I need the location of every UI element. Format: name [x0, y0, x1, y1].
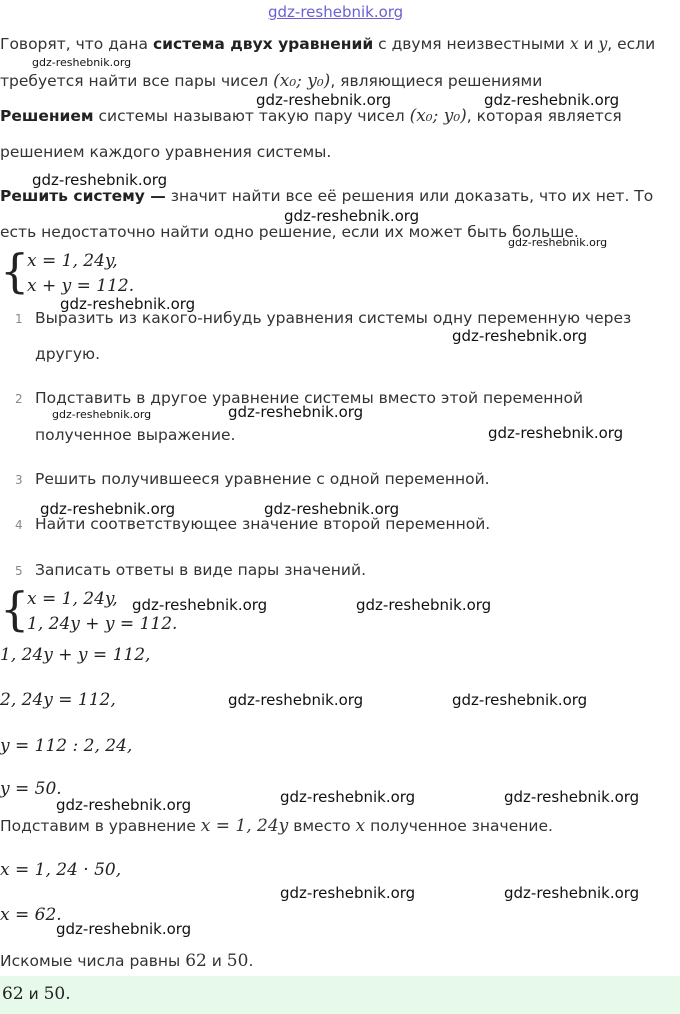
system2-eq2: 1, 24y + y = 112. — [27, 614, 178, 634]
answer-text: 62 и 50. — [2, 984, 71, 1004]
solution-step-3: y = 112 : 2, 24, — [0, 736, 133, 756]
watermark: gdz-reshebnik.org — [56, 796, 192, 814]
watermark: gdz-reshebnik.org — [60, 295, 196, 313]
system-brace: { — [0, 244, 30, 298]
watermark: gdz-reshebnik.org — [452, 691, 588, 709]
system1-eq1: x = 1, 24y, — [27, 251, 118, 271]
step-2-line2: полученное выражение. — [35, 426, 236, 444]
solution-step-5: x = 1, 24 · 50, — [0, 860, 122, 880]
watermark: gdz-reshebnik.org — [280, 788, 416, 806]
step-number: 1 — [15, 312, 23, 326]
intro-line-1: Говорят, что дана система двух уравнений с двумя неизвестными x и y, если — [0, 35, 656, 53]
step-5-line1: Записать ответы в виде пары значений. — [35, 561, 366, 579]
step-1-line2: другую. — [35, 345, 101, 363]
step-3-line1: Решить получившееся уравнение с одной переменной. — [35, 470, 490, 488]
substitution-text: Подставим в уравнение x = 1, 24y вместо x полученное значение. — [0, 816, 553, 836]
solution-step-1: 1, 24y + y = 112, — [0, 645, 151, 665]
intro-line-5: Решить систему — значит найти все её решения или доказать, что их нет. То — [0, 187, 654, 205]
watermark: gdz-reshebnik.org — [32, 56, 132, 69]
watermark: gdz-reshebnik.org — [264, 500, 400, 518]
watermark: gdz-reshebnik.org — [484, 91, 620, 109]
intro-line-3: Решением системы называют такую пару чисел (x₀; y₀), которая является — [0, 106, 622, 126]
watermark: gdz-reshebnik.org — [228, 691, 364, 709]
conclusion-text: Искомые числа равны 62 и 50. — [0, 951, 254, 971]
watermark: gdz-reshebnik.org — [280, 884, 416, 902]
watermark: gdz-reshebnik.org — [452, 327, 588, 345]
watermark-top[interactable]: gdz-reshebnik.org — [268, 3, 404, 21]
watermark: gdz-reshebnik.org — [256, 91, 392, 109]
step-number: 2 — [15, 392, 23, 406]
intro-line-2: требуется найти все пары чисел (x₀; y₀), являющиеся решениями — [0, 71, 543, 91]
step-2-line1: Подставить в другое уравнение системы вместо этой переменной — [35, 389, 584, 407]
watermark: gdz-reshebnik.org — [32, 171, 168, 189]
watermark: gdz-reshebnik.org — [284, 207, 420, 225]
watermark: gdz-reshebnik.org — [40, 500, 176, 518]
watermark: gdz-reshebnik.org — [356, 596, 492, 614]
step-number: 5 — [15, 564, 23, 578]
watermark: gdz-reshebnik.org — [504, 884, 640, 902]
intro-line-4: решением каждого уравнения системы. — [0, 143, 332, 161]
solution-step-2: 2, 24y = 112, — [0, 690, 116, 710]
watermark: gdz-reshebnik.org — [56, 920, 192, 938]
solution-step-4: y = 50. — [0, 779, 62, 799]
system-brace: { — [0, 582, 30, 636]
step-1-line1: Выразить из какого-нибудь уравнения системы одну переменную через — [35, 309, 632, 327]
watermark: gdz-reshebnik.org — [488, 424, 624, 442]
watermark: gdz-reshebnik.org — [52, 408, 152, 421]
intro-line-6: есть недостаточно найти одно решение, если их может быть больше. — [0, 223, 579, 241]
watermark: gdz-reshebnik.org — [132, 596, 268, 614]
step-number: 4 — [15, 518, 23, 532]
system2-eq1: x = 1, 24y, — [27, 589, 118, 609]
answer-box — [0, 976, 680, 1014]
step-number: 3 — [15, 473, 23, 487]
solution-step-6: x = 62. — [0, 905, 62, 925]
watermark: gdz-reshebnik.org — [508, 236, 608, 249]
step-4-line1: Найти соответствующее значение второй переменной. — [35, 515, 491, 533]
watermark: gdz-reshebnik.org — [504, 788, 640, 806]
watermark: gdz-reshebnik.org — [228, 403, 364, 421]
system1-eq2: x + y = 112. — [27, 276, 135, 296]
